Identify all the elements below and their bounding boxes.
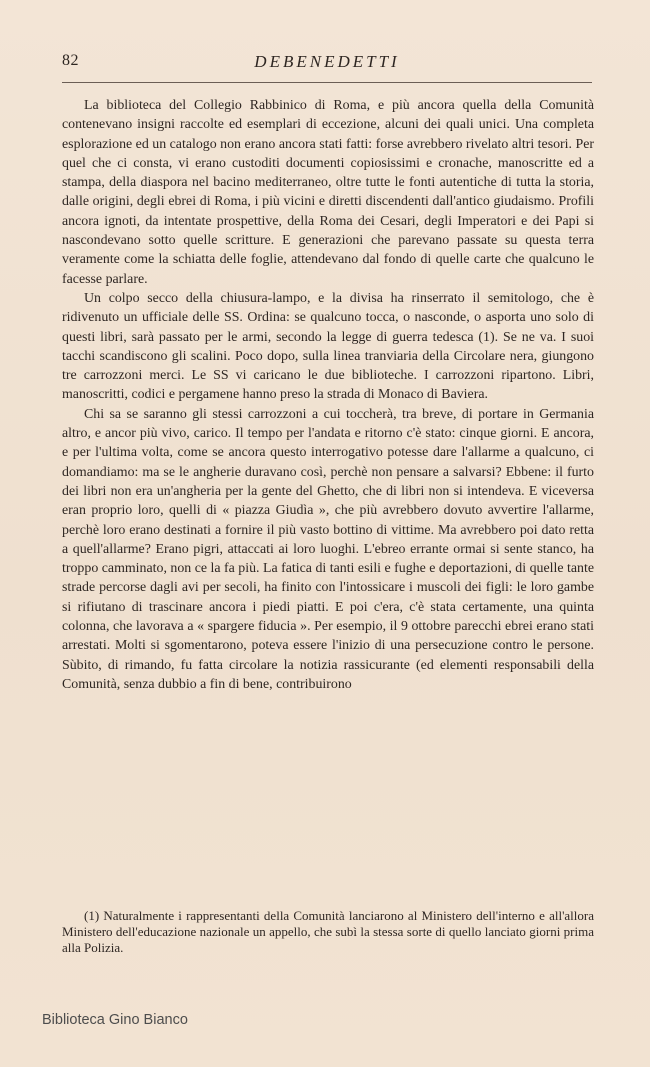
- running-title: DEBENEDETTI: [254, 52, 400, 71]
- header-rule: [62, 82, 592, 83]
- page-header: [62, 52, 592, 70]
- paragraph: Chi sa se saranno gli stessi carrozzoni a cui toccherà, tra breve, di portare in Germania altro, e ancor più vivo, carico. Il tempo per l'andata e ritorno c'è stato: cinque giorni. E ancora, e per l'ultima volta, come se ancora questo interrogativo potesse dare l'allarme a qualcuno, ci domandiamo: ma se le angherie duravano così, perchè non pensare a salvarsi? Ebbene: il furto dei libri non era un'angheria per la gente del Ghetto, che di libri non si intendeva. E viceversa eran proprio loro, quelli di « piazza Giudìa », che più avrebbero dovuto avvertire l'allarme, perchè loro erano destinati a fornire il più vasto bottino di vittime. Ma avrebbero poi dato retta a quell'allarme? Erano pigri, attaccati ai loro luoghi. L'ebreo errante ormai si sente stanco, ha troppo camminato, non ce la fa più. La fatica di tanti esili e fughe e deportazioni, di quelle tante strade percorse dagli avi per secoli, ha finito con l'intossicare i muscoli dei figli: le loro gambe si rifiutano di trascinare ancora i piedi piatti. E poi c'era, c'è stata certamente, una quinta colonna, che lavorava a « spargere fiducia ». Per esempio, il 9 ottobre parecchi ebrei erano stati arrestati. Molti si sgomentarono, poteva essere l'inizio di una persecuzione contro le persone. Sùbito, di rimando, fu fatta circolare la notizia rassicurante (ed elementi responsabili della Comunità, senza dubbio a fin di bene, contribuirono: [62, 406, 594, 692]
- page-number: 82: [62, 52, 79, 69]
- footnote-text: (1) Naturalmente i rappresentanti della Comunità lanciarono al Ministero dell'interno e all'allora Ministero dell'educazione nazionale un appello, che subì la stessa sorte di quello lanciato giorni prima alla Polizia.: [62, 908, 594, 955]
- paragraph: Un colpo secco della chiusura-lampo, e la divisa ha rinserrato il semitologo, che è ridivenuto un ufficiale delle SS. Ordina: se qualcuno tocca, o nasconde, o asporta uno solo di questi libri, sarà passato per le armi, secondo la legge di guerra tedesca (1). Se ne va. I suoi tacchi scandiscono gli scalini. Poco dopo, sulla linea tranviaria della Circolare nera, giungono tre carrozzoni merci. Le SS vi caricano le due biblioteche. I carrozzoni ripartono. Libri, manoscritti, codici e pergamene hanno preso la strada di Monaco di Baviera.: [62, 290, 594, 403]
- paragraph: La biblioteca del Collegio Rabbinico di Roma, e più ancora quella della Comunità contenevano insigni raccolte ed esemplari di eccezione, alcuni dei quali unici. Una completa esplorazione ed un catalogo non erano ancora stati fatti: forse avrebbero rivelato altri tesori. Per quel che ci consta, vi erano custoditi documenti copiosissimi e cronache, manoscritte ed a stampa, della diaspora nel bacino mediterraneo, oltre tutte le fonti autentiche di tutta la storia, dalle origini, degli ebrei di Roma, i più vicini e diretti discendenti dall'antico giudaismo. Profili ancora ignoti, da intentate prospettive, della Roma dei Cesari, degli Imperatori e dei Papi si nascondevano sotto quelle scritture. E generazioni che parevano passate su questa terra veramente come la schiatta delle foglie, attendevano dal fondo di quelle carte che qualcuno le facesse parlare.: [62, 98, 594, 287]
- library-watermark: Biblioteca Gino Bianco: [42, 1012, 188, 1028]
- body-text: [62, 96, 594, 694]
- footnote: [62, 908, 594, 956]
